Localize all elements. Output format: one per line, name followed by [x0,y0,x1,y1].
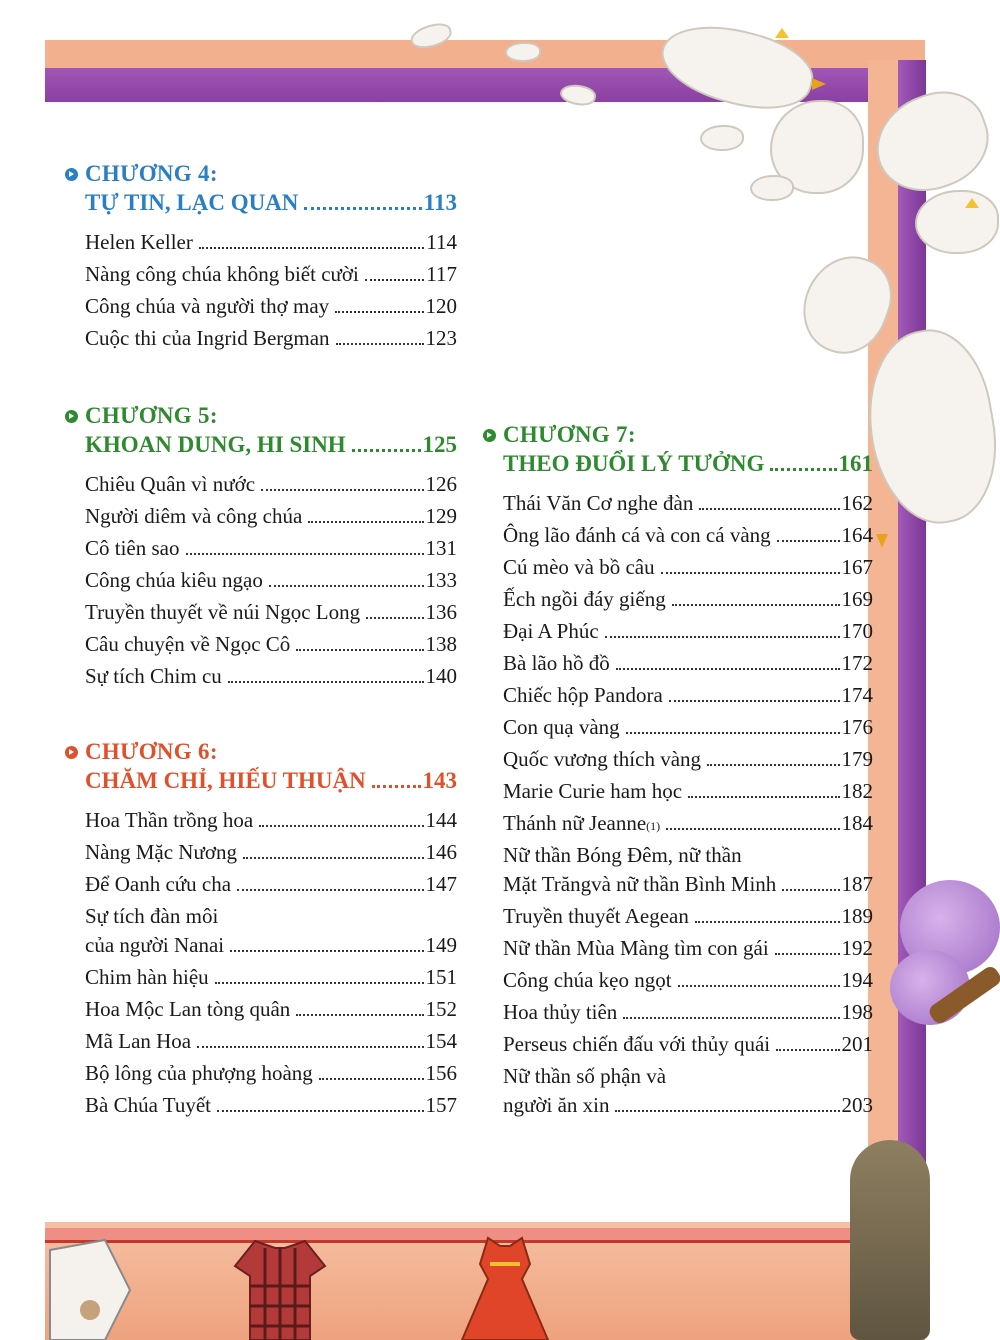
toc-entry[interactable] [503,523,873,555]
entry-title: Bà lão hồ đồ [503,651,610,675]
entry-title: Thái Văn Cơ nghe đàn [503,491,694,515]
entry-page: 126 [425,472,457,496]
toc-entry[interactable] [503,715,873,747]
entry-title: Thánh nữ Jeanne [503,811,647,835]
entry-page: 154 [425,1029,457,1053]
toc-entry[interactable] [503,1032,873,1064]
entry-title: Helen Keller [85,230,193,254]
entry-page: 138 [425,632,457,656]
toc-entry[interactable] [503,683,873,715]
entry-title: Truyền thuyết về núi Ngọc Long [85,600,361,624]
entry-title: Sự tích Chim cu [85,664,222,688]
entry-title: Chiếc hộp Pandora [503,683,663,707]
toc-entry[interactable] [85,872,457,904]
entry-page: 176 [841,715,873,739]
swan-icon [915,190,999,254]
entry-title: Bộ lông của phượng hoàng [85,1061,313,1085]
entry-page: 149 [425,933,457,957]
toc-entry[interactable] [85,262,457,294]
entry-title: Để Oanh cứu cha [85,872,232,896]
entry-page: 162 [841,491,873,515]
toc-entry[interactable] [503,1093,873,1125]
toc-entry[interactable] [503,491,873,523]
entry-page: 157 [425,1093,457,1117]
toc-entry[interactable] [503,747,873,779]
entry-title: Perseus chiến đấu với thủy quái [503,1032,771,1056]
small-bird-icon [750,175,794,201]
chapter-7-title[interactable] [503,451,873,485]
chapter-label: CHƯƠNG 6: [85,739,218,764]
entry-title: Cô tiên sao [85,536,180,560]
toc-entry[interactable] [85,536,457,568]
entry-title: Chim hàn hiệu [85,965,209,989]
entry-title: Nàng Mặc Nương [85,840,237,864]
entry-page: 182 [841,779,873,803]
toc-entry[interactable] [85,326,457,358]
entry-page: 117 [426,262,457,286]
toc-entry[interactable] [85,230,457,262]
entry-page: 192 [841,936,873,960]
entry-title: Hoa Thần trồng hoa [85,808,254,832]
entry-title: Mã Lan Hoa [85,1029,192,1053]
toc-entry[interactable] [85,965,457,997]
entry-page: 179 [841,747,873,771]
entry-page: 167 [841,555,873,579]
chapter-4 [65,158,457,358]
chapter-page-number: 143 [422,768,457,793]
chapter-5-title[interactable] [85,432,457,466]
toc-entry[interactable] [503,1000,873,1032]
chapter-7-heading [483,419,873,451]
toc-entry[interactable] [85,294,457,326]
toc-entry[interactable] [85,632,457,664]
entry-page: 131 [425,536,457,560]
entry-title: Truyền thuyết Aegean [503,904,689,928]
chapter-label: CHƯƠNG 4: [85,161,218,186]
play-bullet-icon [65,410,78,423]
red-dress-icon [460,1234,550,1340]
entry-page: 184 [841,811,873,835]
chapter-6 [65,736,457,1125]
chapter-page-number: 161 [838,451,873,476]
chapter-6-heading [65,736,457,768]
entry-title: Công chúa và người thợ may [85,294,330,318]
entry-page: 146 [425,840,457,864]
chapter-title-text: TỰ TIN, LẠC QUAN [85,190,299,215]
small-bird-icon [505,42,541,62]
toc-entry[interactable] [85,808,457,840]
chapter-page-number: 125 [422,432,457,457]
chapter-title-text: KHOAN DUNG, HI SINH [85,432,346,457]
toc-entry[interactable] [85,1093,457,1125]
toc-entry[interactable] [85,664,457,696]
toc-entry-line-1[interactable] [85,904,457,933]
toc-entry[interactable] [503,651,873,683]
entry-title: Con quạ vàng [503,715,620,739]
entry-page: 147 [425,872,457,896]
entry-page: 114 [426,230,457,254]
chapter-4-heading [65,158,457,190]
entry-title: Cuộc thi của Ingrid Bergman [85,326,330,350]
chapter-7 [483,419,873,1125]
chapter-title-text: THEO ĐUỔI LÝ TƯỞNG [503,451,765,476]
toc-entry[interactable] [503,779,873,811]
entry-page: 189 [841,904,873,928]
entry-page: 194 [841,968,873,992]
entry-title: Marie Curie ham học [503,779,683,803]
entry-title: Hoa thủy tiên [503,1000,618,1024]
entry-title: Nàng công chúa không biết cười [85,262,359,286]
entry-page: 169 [841,587,873,611]
play-bullet-icon [65,746,78,759]
entry-page: 156 [425,1061,457,1085]
entry-title-cont: Mặt Trăngvà nữ thần Bình Minh [503,872,777,896]
toc-entry[interactable] [503,904,873,936]
toc-entry[interactable] [503,968,873,1000]
entry-title: Câu chuyện về Ngọc Cô [85,632,291,656]
chapter-title-text: CHĂM CHỈ, HIẾU THUẬN [85,768,366,793]
entry-page: 140 [425,664,457,688]
chapter-6-title[interactable] [85,768,457,802]
entry-page: 136 [425,600,457,624]
entry-title: Công chúa kẹo ngọt [503,968,672,992]
crown-icon [775,28,789,38]
chapter-label: CHƯƠNG 5: [85,403,218,428]
entry-page: 187 [841,872,873,896]
play-bullet-icon [65,168,78,181]
chapter-4-title[interactable] [85,190,457,224]
entry-title: Bà Chúa Tuyết [85,1093,212,1117]
toc-entry[interactable] [85,1029,457,1061]
entry-page: 164 [841,523,873,547]
entry-page: 170 [841,619,873,643]
toc-entry[interactable] [85,840,457,872]
toc-entry[interactable] [503,936,873,968]
entry-page: 152 [425,997,457,1021]
entry-page: 133 [425,568,457,592]
entry-page: 172 [841,651,873,675]
toc-entry[interactable] [85,933,457,965]
entry-page: 203 [841,1093,873,1117]
entry-title: Người diêm và công chúa [85,504,303,528]
entry-title-cont: người ăn xin [503,1093,610,1117]
entry-page: 144 [425,808,457,832]
play-bullet-icon [483,429,496,442]
toc-entry[interactable] [503,555,873,587]
plaid-dress-icon [230,1236,330,1340]
entry-title: Hoa Mộc Lan tòng quân [85,997,291,1021]
entry-title: Cú mèo và bồ câu [503,555,655,579]
chapter-page-number: 113 [423,190,457,215]
entry-title: Công chúa kiêu ngạo [85,568,263,592]
toc-entry[interactable] [85,504,457,536]
toc-entry[interactable] [85,600,457,632]
crown-icon [965,198,979,208]
entry-page: 120 [425,294,457,318]
entry-title: Sự tích đàn môi [85,904,219,928]
entry-page: 198 [841,1000,873,1024]
toc-entry[interactable] [503,872,873,904]
entry-title: Đại A Phúc [503,619,599,643]
entry-title: Quốc vương thích vàng [503,747,702,771]
entry-title: Nữ thần Bóng Đêm, nữ thần [503,843,742,867]
entry-title-cont: của người Nanai [85,933,225,957]
chapter-5 [65,400,457,696]
entry-page: 151 [425,965,457,989]
white-garment-icon [45,1230,135,1340]
toc-entry-line-1[interactable] [503,843,873,872]
entry-title: Nữ thần số phận và [503,1064,667,1088]
toc-entry[interactable] [503,619,873,651]
beak-icon [876,534,888,548]
toc-entry[interactable] [503,811,873,843]
entry-page: 129 [425,504,457,528]
toc-entry[interactable] [85,997,457,1029]
girl-statue-icon [850,1140,930,1340]
chapter-5-heading [65,400,457,432]
entry-title: Ếch ngồi đáy giếng [503,587,666,611]
chapter-label: CHƯƠNG 7: [503,422,636,447]
beak-icon [812,78,826,90]
toc-entry[interactable] [85,472,457,504]
entry-page: 174 [841,683,873,707]
toc-entry[interactable] [503,587,873,619]
entry-page: 123 [425,326,457,350]
small-bird-icon [700,125,744,151]
entry-title: Ông lão đánh cá và con cá vàng [503,523,771,547]
footnote-marker: (1) [646,819,661,833]
toc-entry[interactable] [85,568,457,600]
entry-title: Nữ thần Mùa Màng tìm con gái [503,936,769,960]
toc-entry[interactable] [85,1061,457,1093]
toc-entry-line-1[interactable] [503,1064,873,1093]
entry-page: 201 [841,1032,873,1056]
entry-title: Chiêu Quân vì nước [85,472,256,496]
